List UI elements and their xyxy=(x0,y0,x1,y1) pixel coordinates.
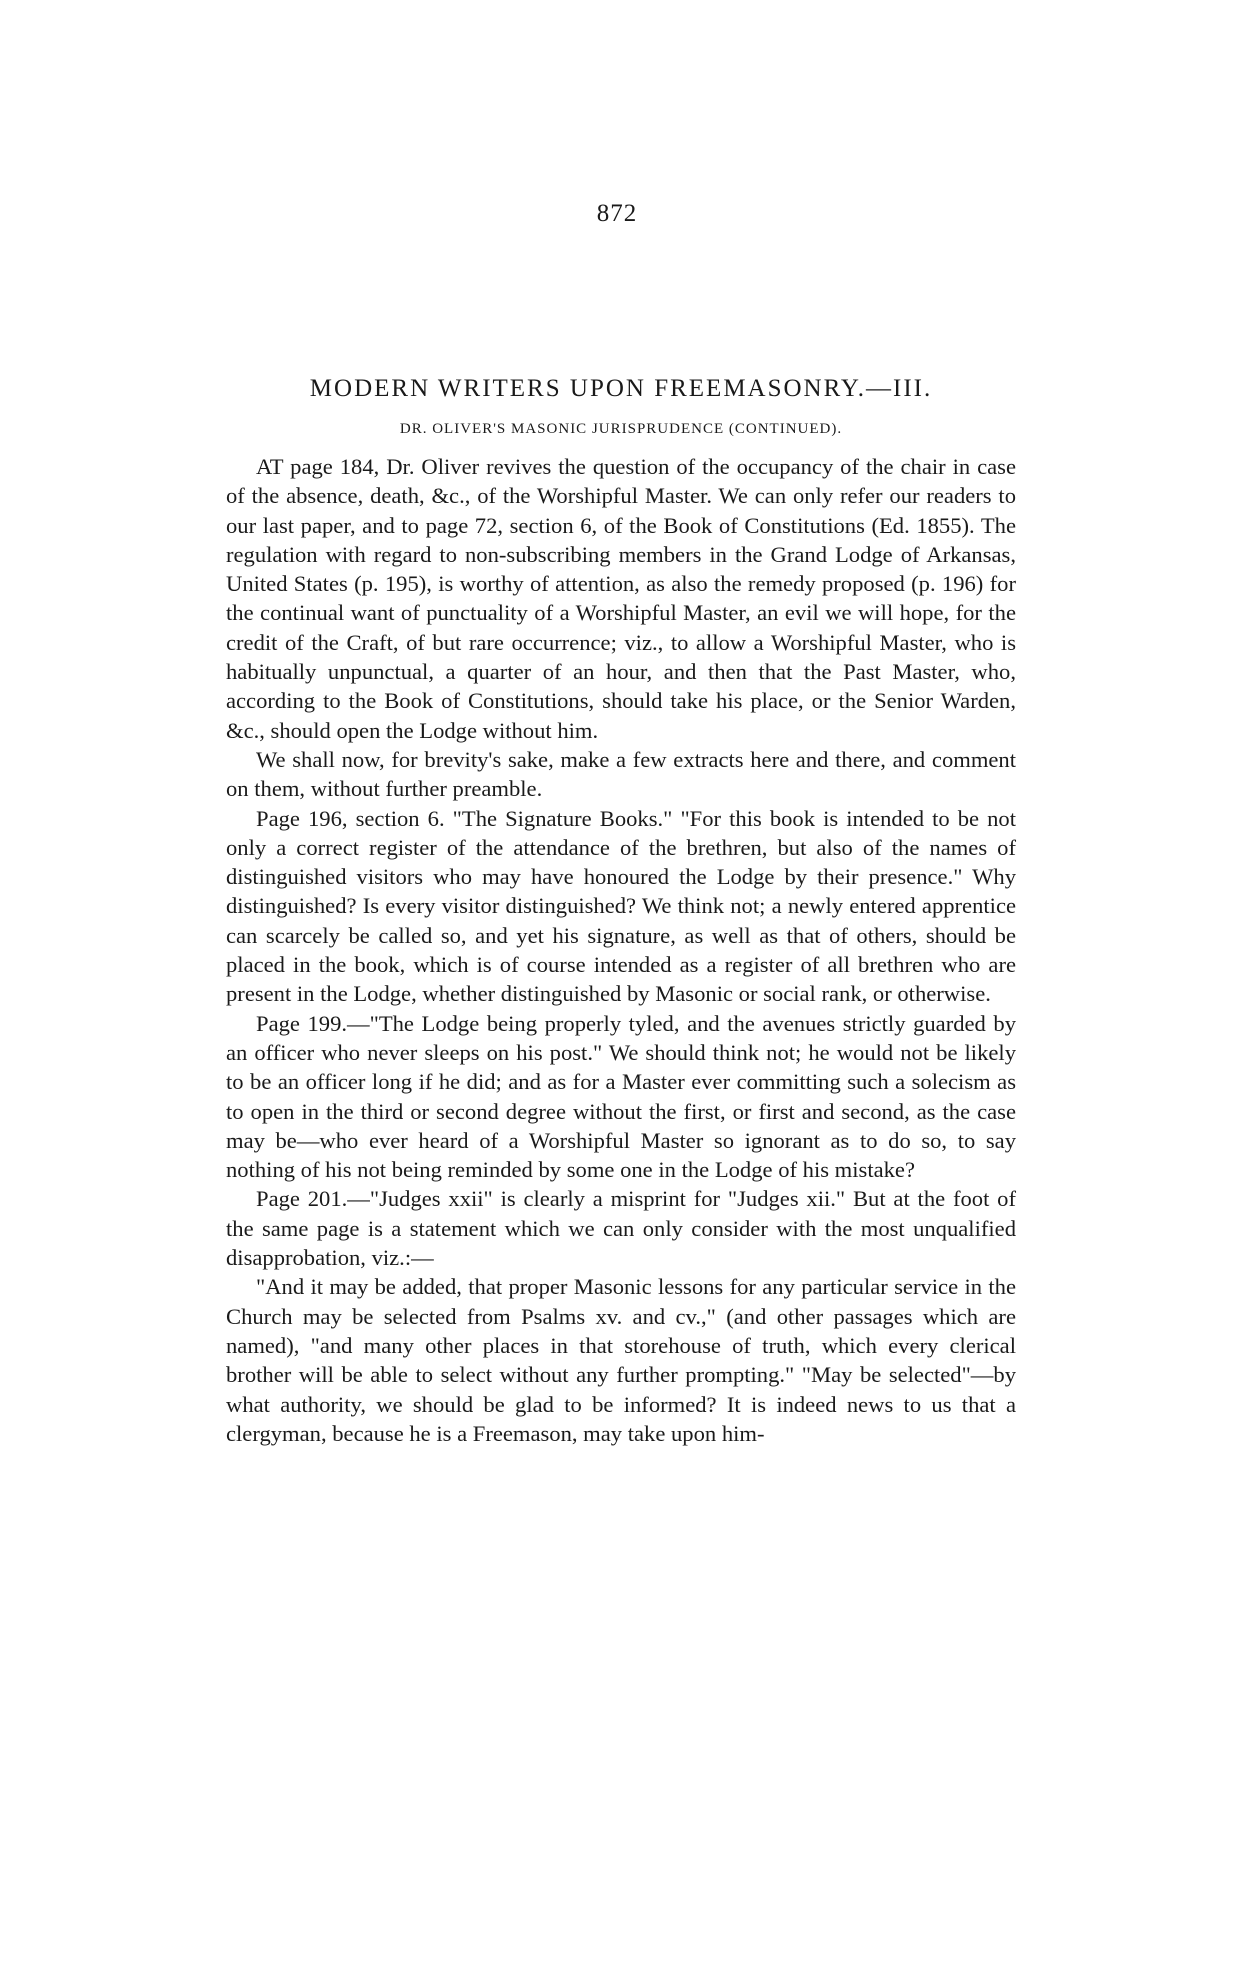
paragraph-4: Page 199.—"The Lodge being properly tyled, and the avenues strictly guarded by an officer who never sleeps on his post." We should think not; he would not be likely to be an officer long if he did; and as for a Master ever committing such a solecism as to open in the third or second degree without the first, or first and second, as the case may be—who ever heard of a Worshipful Master so ignorant as to do so, to say nothing of his not being reminded by some one in the Lodge of his mistake? xyxy=(226,1010,1016,1183)
article xyxy=(226,375,1016,1448)
page-number: 872 xyxy=(596,200,638,227)
paragraph-1: AT page 184, Dr. Oliver revives the question of the occupancy of the chair in case of the absence, death, &c., of the Worshipful Master. We can only refer our readers to our last paper, and to page 72, section 6, of the Book of Constitutions (Ed. 1855). The regulation with regard to non-subscribing members in the Grand Lodge of Arkansas, United States (p. 195), is worthy of attention, as also the remedy proposed (p. 196) for the continual want of punctuality of a Worshipful Master, an evil we will hope, for the credit of the Craft, of but rare occurrence; viz., to allow a Worshipful Master, who is habitually unpunctual, a quarter of an hour, and then that the Past Master, who, according to the Book of Constitutions, should take his place, or the Senior Warden, &c., should open the Lodge without him. xyxy=(226,454,1016,743)
article-body xyxy=(226,452,1016,1448)
article-subtitle: DR. OLIVER'S MASONIC JURISPRUDENCE (CONTINUED). xyxy=(399,421,843,437)
paragraph-3: Page 196, section 6. "The Signature Books." "For this book is intended to be not only a correct register of the attendance of the brethren, but also of the names of distinguished visitors who may have honoured the Lodge by their presence." Why distinguished? Is every visitor distinguished? We think not; a newly entered apprentice can scarcely be called so, and yet his signature, as well as that of others, should be placed in the book, which is of course intended as a register of all brethren who are present in the Lodge, whether distinguished by Masonic or social rank, or otherwise. xyxy=(226,805,1016,1007)
paragraph-2: We shall now, for brevity's sake, make a few extracts here and there, and comment on them, without further preamble. xyxy=(226,746,1016,802)
article-title: MODERN WRITERS UPON FREEMASONRY.—III. xyxy=(309,375,933,402)
paragraph-6: "And it may be added, that proper Masonic lessons for any particular service in the Church may be selected from Psalms xv. and cv.," (and other passages which are named), "and many other places in that storehouse of truth, which every clerical brother will be able to select without any further prompting." "May be selected"—by what authority, we should be glad to be informed? It is indeed news to us that a clergyman, because he is a Freemason, may take upon him- xyxy=(226,1274,1016,1446)
paragraph-5: Page 201.—"Judges xxii" is clearly a misprint for "Judges xii." But at the foot of the same page is a statement which we can only consider with the most unqualified disapprobation, viz.:— xyxy=(226,1186,1016,1271)
